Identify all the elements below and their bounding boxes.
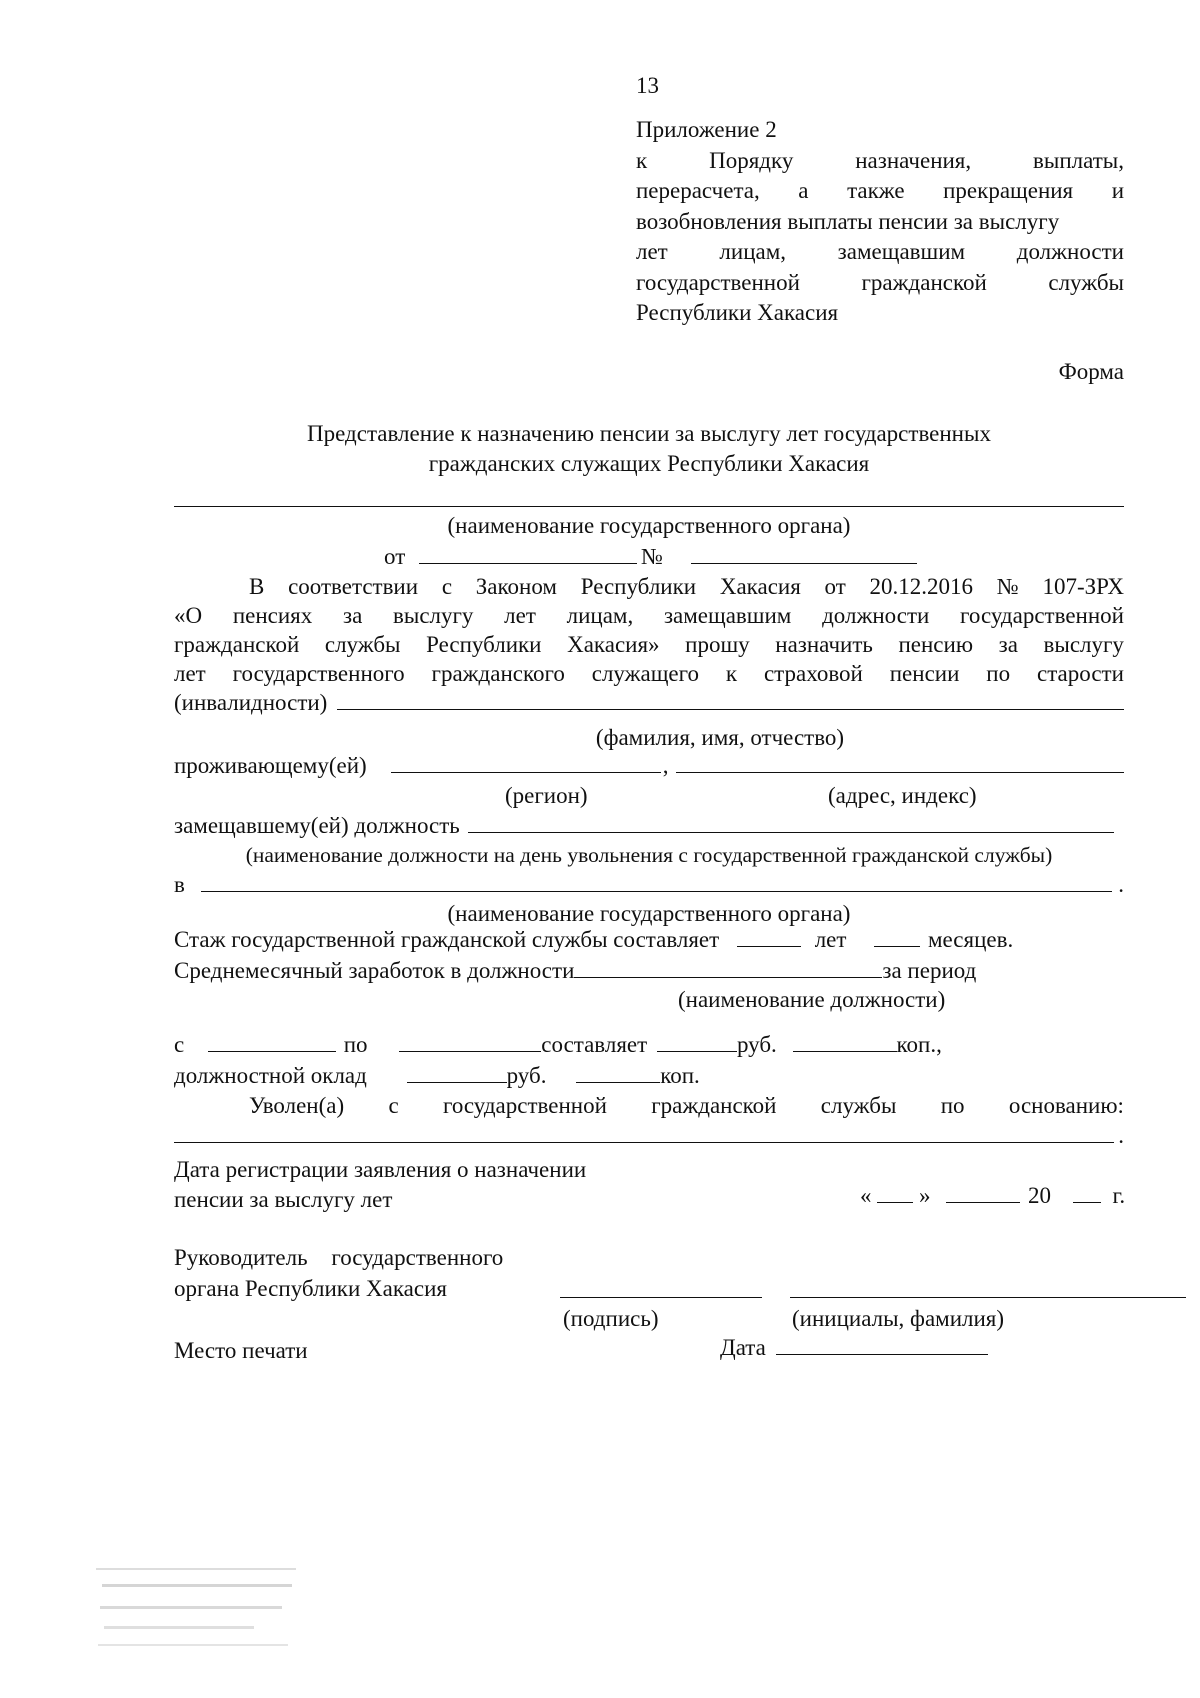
months-field[interactable] <box>874 926 920 947</box>
dismissed-line <box>249 1092 1124 1120</box>
body-line <box>174 688 1124 717</box>
stamp-line <box>96 1568 296 1570</box>
gov-body-field-2[interactable] <box>201 871 1112 892</box>
seal-place-label: Место печати <box>174 1338 308 1363</box>
stamp-line <box>98 1644 288 1646</box>
comma: , <box>662 753 669 778</box>
region-caption: (регион) <box>505 783 588 808</box>
address-caption: (адрес, индекс) <box>828 783 977 808</box>
kop-field[interactable] <box>793 1031 897 1052</box>
body-word: от <box>824 574 846 599</box>
body-line <box>174 572 1124 601</box>
official-salary-rub-field[interactable] <box>407 1062 507 1083</box>
gov-body-field[interactable] <box>174 506 1124 507</box>
number-sign: № <box>641 544 663 569</box>
period-from-field[interactable] <box>208 1031 336 1052</box>
body-paragraph <box>174 572 1124 717</box>
dismissed-word: службы <box>820 1093 897 1118</box>
body-word: «О <box>174 603 203 628</box>
region-field[interactable] <box>391 752 661 773</box>
appendix-word: лицам, <box>719 239 787 264</box>
body-word: служащего <box>591 661 699 686</box>
period-mark: . <box>1118 1123 1124 1148</box>
body-word: должности <box>822 603 930 628</box>
initials-field[interactable] <box>790 1297 1186 1298</box>
body-word: государственного <box>232 661 405 686</box>
body-word: пенсию <box>898 632 974 657</box>
avg-salary-line <box>174 957 976 985</box>
body-word: Законом <box>475 574 557 599</box>
fio-caption: (фамилия, имя, отчество) <box>595 725 845 750</box>
body-word: с <box>441 574 453 599</box>
residing-label: проживающему(ей) <box>174 753 367 778</box>
body-line <box>174 659 1124 688</box>
body-word: лет <box>504 603 536 628</box>
appendix-word: а <box>798 178 809 203</box>
registration-label-2: пенсии за выслугу лет <box>174 1187 393 1212</box>
service-length-line <box>174 926 1013 954</box>
appendix-word: назначения, <box>855 147 972 173</box>
signature-caption: (подпись) <box>563 1306 659 1331</box>
position-name-caption: (наименование должности) <box>678 987 946 1012</box>
from-number-line <box>384 543 917 571</box>
dismissed-word: с <box>388 1093 399 1118</box>
registration-date <box>860 1182 1125 1210</box>
residing-line <box>174 752 1124 780</box>
month-field[interactable] <box>946 1182 1020 1203</box>
months-label: месяцев. <box>927 927 1014 952</box>
body-word: Республики <box>580 574 697 599</box>
service-length-label: Стаж государственной гражданской службы составляет <box>174 927 720 952</box>
body-word: назначить <box>775 632 873 657</box>
form-title-line2: гражданских служащих Республики Хакасия <box>428 451 870 476</box>
appendix-word: перерасчета, <box>636 178 760 203</box>
dismissed-word: государственной <box>442 1093 607 1118</box>
held-position-label: замещавшему(ей) должность <box>174 813 460 838</box>
in-gov-body-line <box>174 871 1124 899</box>
period-mark: . <box>1118 872 1124 897</box>
appendix-word: также <box>847 178 905 203</box>
appendix-word: гражданской <box>861 269 987 295</box>
body-word: лицам, <box>566 603 634 628</box>
form-title-line1: Представление к назначению пенсии за выслугу лет государственных <box>307 421 991 446</box>
body-line <box>174 630 1124 659</box>
appendix-word: к <box>636 147 648 173</box>
period-line <box>174 1031 942 1059</box>
year-field[interactable] <box>1073 1182 1101 1203</box>
date-label: Дата <box>720 1335 766 1360</box>
appendix-row <box>636 176 1124 207</box>
appendix-row: возобновления выплаты пенсии за выслугу <box>636 208 1060 234</box>
appendix-row: Республики Хакасия <box>636 300 839 325</box>
dismissed-word: по <box>940 1093 965 1118</box>
stamp-line <box>102 1584 292 1587</box>
appendix-row <box>636 146 1124 177</box>
head-label-2: органа Республики Хакасия <box>174 1276 447 1301</box>
body-word: пенсиях <box>232 603 313 628</box>
appendix-word: Порядку <box>709 147 794 173</box>
body-word: лет <box>174 661 206 686</box>
quote-open: « <box>860 1183 872 1208</box>
form-label: Форма <box>1058 359 1124 384</box>
body-word: к <box>725 661 738 686</box>
years-field[interactable] <box>737 926 801 947</box>
appendix-word: замещавшим <box>837 239 966 264</box>
page-number: 13 <box>636 73 659 98</box>
address-field[interactable] <box>676 752 1124 773</box>
century-label: 20 <box>1028 1183 1051 1208</box>
scanner-stamp <box>96 1560 306 1650</box>
dismissal-reason-line <box>174 1122 1124 1150</box>
appendix-word: прекращения <box>943 178 1074 203</box>
dismissed-word: основанию: <box>1008 1093 1124 1118</box>
held-position-line <box>174 812 1114 840</box>
appendix-word: должности <box>1016 239 1124 264</box>
body-word: гражданской <box>174 632 300 657</box>
official-salary-line <box>174 1062 700 1090</box>
official-salary-kop-label: коп. <box>660 1063 700 1088</box>
appendix-title: Приложение 2 <box>636 117 777 142</box>
body-word: гражданского <box>431 661 565 686</box>
years-label: лет <box>814 927 847 952</box>
stamp-line <box>100 1606 282 1609</box>
initials-caption: (инициалы, фамилия) <box>792 1306 1005 1331</box>
dismissed-word: гражданской <box>651 1093 777 1118</box>
registration-label-1: Дата регистрации заявления о назначении <box>174 1157 587 1182</box>
appendix-word: службы <box>1048 269 1124 295</box>
from-label: от <box>384 544 406 569</box>
stamp-line <box>104 1626 254 1629</box>
position-dismissal-caption: (наименование должности на день увольнения с государственной гражданской службы) <box>245 843 1053 867</box>
body-word: соответствии <box>288 574 419 599</box>
avg-salary-label: Среднемесячный заработок в должности <box>174 958 575 983</box>
head-word: государственного <box>331 1245 504 1270</box>
sign-date-field[interactable] <box>776 1334 988 1355</box>
body-word: выслугу <box>1043 632 1124 657</box>
appendix-word: выплаты, <box>1033 147 1124 173</box>
official-salary-rub-label: руб. <box>506 1063 547 1088</box>
body-word: Республики <box>426 632 542 657</box>
to-date-label: по <box>343 1032 368 1057</box>
gov-body-caption: (наименование государственного органа) <box>447 513 851 538</box>
disability-label: (инвалидности) <box>174 690 328 715</box>
gov-body-caption-2: (наименование государственного органа) <box>447 901 851 926</box>
body-word: В <box>249 574 265 599</box>
official-salary-label: должностной оклад <box>174 1063 367 1088</box>
body-word: прошу <box>685 632 750 657</box>
fio-field[interactable] <box>337 689 1124 710</box>
body-line <box>174 601 1124 630</box>
appendix-word: лет <box>636 239 668 264</box>
number-field[interactable] <box>691 543 917 564</box>
appendix-block <box>636 115 1124 329</box>
year-suffix: г. <box>1112 1183 1126 1208</box>
period-to-field[interactable] <box>399 1031 541 1052</box>
in-label: в <box>174 872 185 897</box>
from-date-label: с <box>174 1032 185 1057</box>
body-word: 20.12.2016 <box>869 574 974 599</box>
held-position-field[interactable] <box>468 812 1114 833</box>
body-word: 107-ЗРХ <box>1042 574 1124 599</box>
body-word: за <box>342 603 363 628</box>
rub-field[interactable] <box>657 1031 737 1052</box>
body-word: Хакасия» <box>567 632 660 657</box>
appendix-row <box>636 268 1124 299</box>
body-word: по <box>986 661 1011 686</box>
day-field[interactable] <box>877 1182 913 1203</box>
body-word: государственной <box>960 603 1124 628</box>
kop-label: коп., <box>896 1032 942 1057</box>
body-word: выслугу <box>393 603 474 628</box>
appendix-word: государственной <box>636 269 800 295</box>
head-word: Руководитель <box>174 1245 308 1270</box>
official-salary-kop-field[interactable] <box>576 1062 660 1083</box>
body-word: замещавшим <box>663 603 792 628</box>
body-word: № <box>996 574 1019 599</box>
amounts-to-label: составляет <box>541 1032 648 1057</box>
rub-label: руб. <box>736 1032 777 1057</box>
body-word: пенсии <box>889 661 960 686</box>
signature-field[interactable] <box>560 1297 762 1298</box>
dismissal-reason-field[interactable] <box>174 1122 1114 1143</box>
body-word: страховой <box>763 661 863 686</box>
quote-close: » <box>919 1183 931 1208</box>
body-word: за <box>998 632 1018 657</box>
body-word: службы <box>324 632 401 657</box>
sign-date-line <box>720 1334 988 1362</box>
appendix-row <box>636 237 1124 268</box>
position-field[interactable] <box>574 957 882 978</box>
body-word: Хакасия <box>719 574 801 599</box>
from-date-field[interactable] <box>419 543 637 564</box>
appendix-word: и <box>1111 178 1124 203</box>
head-label-1 <box>174 1244 503 1272</box>
dismissed-word: Уволен(а) <box>249 1093 345 1118</box>
for-period-label: за период <box>882 958 977 983</box>
body-word: старости <box>1037 661 1124 686</box>
